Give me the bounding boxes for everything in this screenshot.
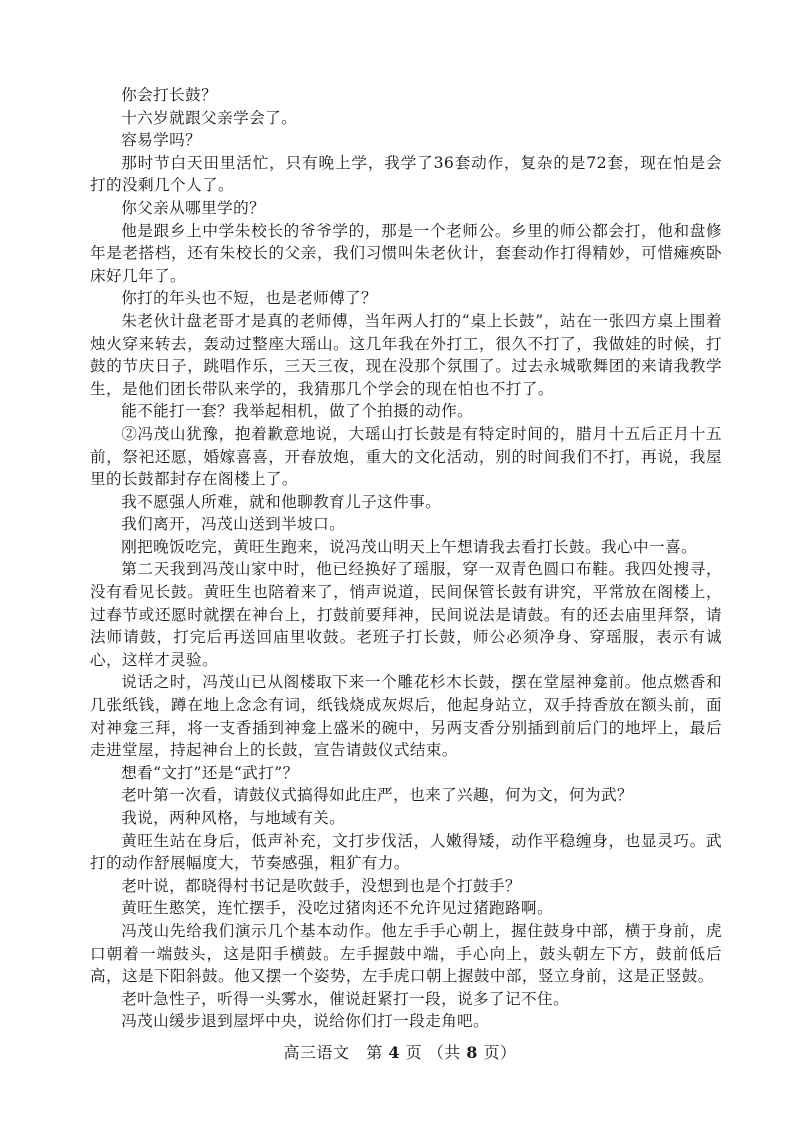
paragraph: 他是跟乡上中学朱校长的爷爷学的，那是一个老师公。乡里的师公都会打，他和盘修年是老搭档，还有朱校长的父亲，我们习惯叫朱老伙计，套套动作打得精妙，可惜瘫痪卧床好几年了。 xyxy=(90,221,722,285)
paragraph: 黄旺生站在身后，低声补充，文打步伐活，人嫩得矮，动作平稳缠身，也显灵巧。武打的动作舒展幅度大，节奏感强，粗犷有力。 xyxy=(90,831,722,873)
paragraph: 你会打长鼓？ xyxy=(121,86,218,104)
footer-page-number: 4 xyxy=(388,1043,400,1062)
document-body xyxy=(90,84,722,1033)
paragraph: 那时节白天田里活忙，只有晚上学，我学了36套动作，复杂的是72套，现在怕是会打的没剩几个人了。 xyxy=(90,153,722,195)
paragraph: 能不能打一套？我举起相机，做了个拍摄的动作。 xyxy=(121,402,474,421)
paragraph: 我说，两种风格，与地域有关。 xyxy=(121,809,346,827)
paragraph: 你打的年头也不短，也是老师傅了？ xyxy=(121,289,378,308)
paragraph: 冯茂山先给我们演示几个基本动作。他左手手心朝上，握住鼓身中部，横于身前，虎口朝着一端鼓头，这是阳手横鼓。左手握鼓中端，手心向上，鼓头朝左下方，鼓前低后高，这是下阳斜鼓。他又摆一个姿势，左手虎口朝上握鼓中部，竖立身前，这是正竖鼓。 xyxy=(90,921,722,986)
footer-page-word: 页 xyxy=(405,1043,423,1062)
paragraph: 说话之时，冯茂山已从阁楼取下来一个雕花杉木长鼓，摆在堂屋神龛前。他点燃香和几张纸钱，蹲在地上念念有词，纸钱烧成灰烬后，他起身站立，双手持香放在额头前，面对神龛三拜，将一支香插到神龛上盛米的碗中，另两支香分别插到前后门的地坪上，最后走进堂屋，持起神台上的长鼓，宣告请鼓仪式结束。 xyxy=(90,673,722,760)
paragraph: 黄旺生憨笑，连忙摆手，没吃过猪肉还不允许见过猪跑路啊。 xyxy=(121,899,554,918)
paragraph: 冯茂山缓步退到屋坪中央，说给你们打一段走角吧。 xyxy=(121,1012,490,1031)
footer-total-prefix: （共 xyxy=(427,1043,461,1062)
paragraph: ②冯茂山犹豫，抱着歉意地说，大瑶山打长鼓是有特定时间的，腊月十五后正月十五前，祭祀还愿，婚嫁喜喜，开春放炮，重大的文化活动，别的时间我们不打，再说，我屋里的长鼓都封存在阁楼上了。 xyxy=(90,424,722,489)
paragraph: 第二天我到冯茂山家中时，他已经换好了瑶服，穿一双青色圆口布鞋。我四处搜寻，没有看见长鼓。黄旺生也陪着来了，悄声说道，民间保管长鼓有讲究，平常放在阁楼上，过春节或还愿时就摆在神台上，打鼓前要拜神，民间说法是请鼓。有的还去庙里拜祭，请法师请鼓，打完后再送回庙里收鼓。老班子打长鼓，师公必须净身、穿瑶服，表示有诚心，这样才灵验。 xyxy=(90,560,722,669)
paragraph: 老叶急性子，听得一头雾水，催说赶紧打一段，说多了记不住。 xyxy=(121,989,570,1008)
paragraph: 容易学吗？ xyxy=(121,131,202,150)
paragraph: 老叶说，都晓得村书记是吹鼓手，没想到也是个打鼓手？ xyxy=(121,876,522,895)
paragraph: 我不愿强人所难，就和他聊教育儿子这件事。 xyxy=(121,492,442,511)
footer-total-suffix: 页） xyxy=(483,1043,517,1062)
footer-page-prefix: 第 xyxy=(366,1043,383,1062)
paragraph: 我们离开，冯茂山送到半坡口。 xyxy=(121,515,346,534)
paragraph: 你父亲从哪里学的？ xyxy=(121,198,266,217)
footer-subject: 高三语文 xyxy=(283,1043,350,1062)
paragraph: 老叶第一次看，请鼓仪式搞得如此庄严，也来了兴趣，何为文，何为武？ xyxy=(121,786,633,805)
paragraph: 想看“文打”还是“武打”？ xyxy=(121,763,299,782)
paragraph: 十六岁就跟父亲学会了。 xyxy=(121,108,298,127)
paragraph: 朱老伙计盘老哥才是真的老师傅，当年两人打的“桌上长鼓”，站在一张四方桌上围着烛火穿来转去，轰动过整座大瑶山。这几年我在外打工，很久不打了，我做娃的时候，打鼓的节庆日子，跳唱作乐，三天三夜，现在没那个氛围了。过去永城歌舞团的来请我教学生，是他们团长带队来学的，我猜那几个学会的现在怕也不打了。 xyxy=(90,311,722,398)
footer-total-pages: 8 xyxy=(466,1043,478,1062)
paragraph: 刚把晚饭吃完，黄旺生跑来，说冯茂山明天上午想请我去看打长鼓。我心中一喜。 xyxy=(121,537,697,556)
page-footer xyxy=(0,1040,800,1063)
